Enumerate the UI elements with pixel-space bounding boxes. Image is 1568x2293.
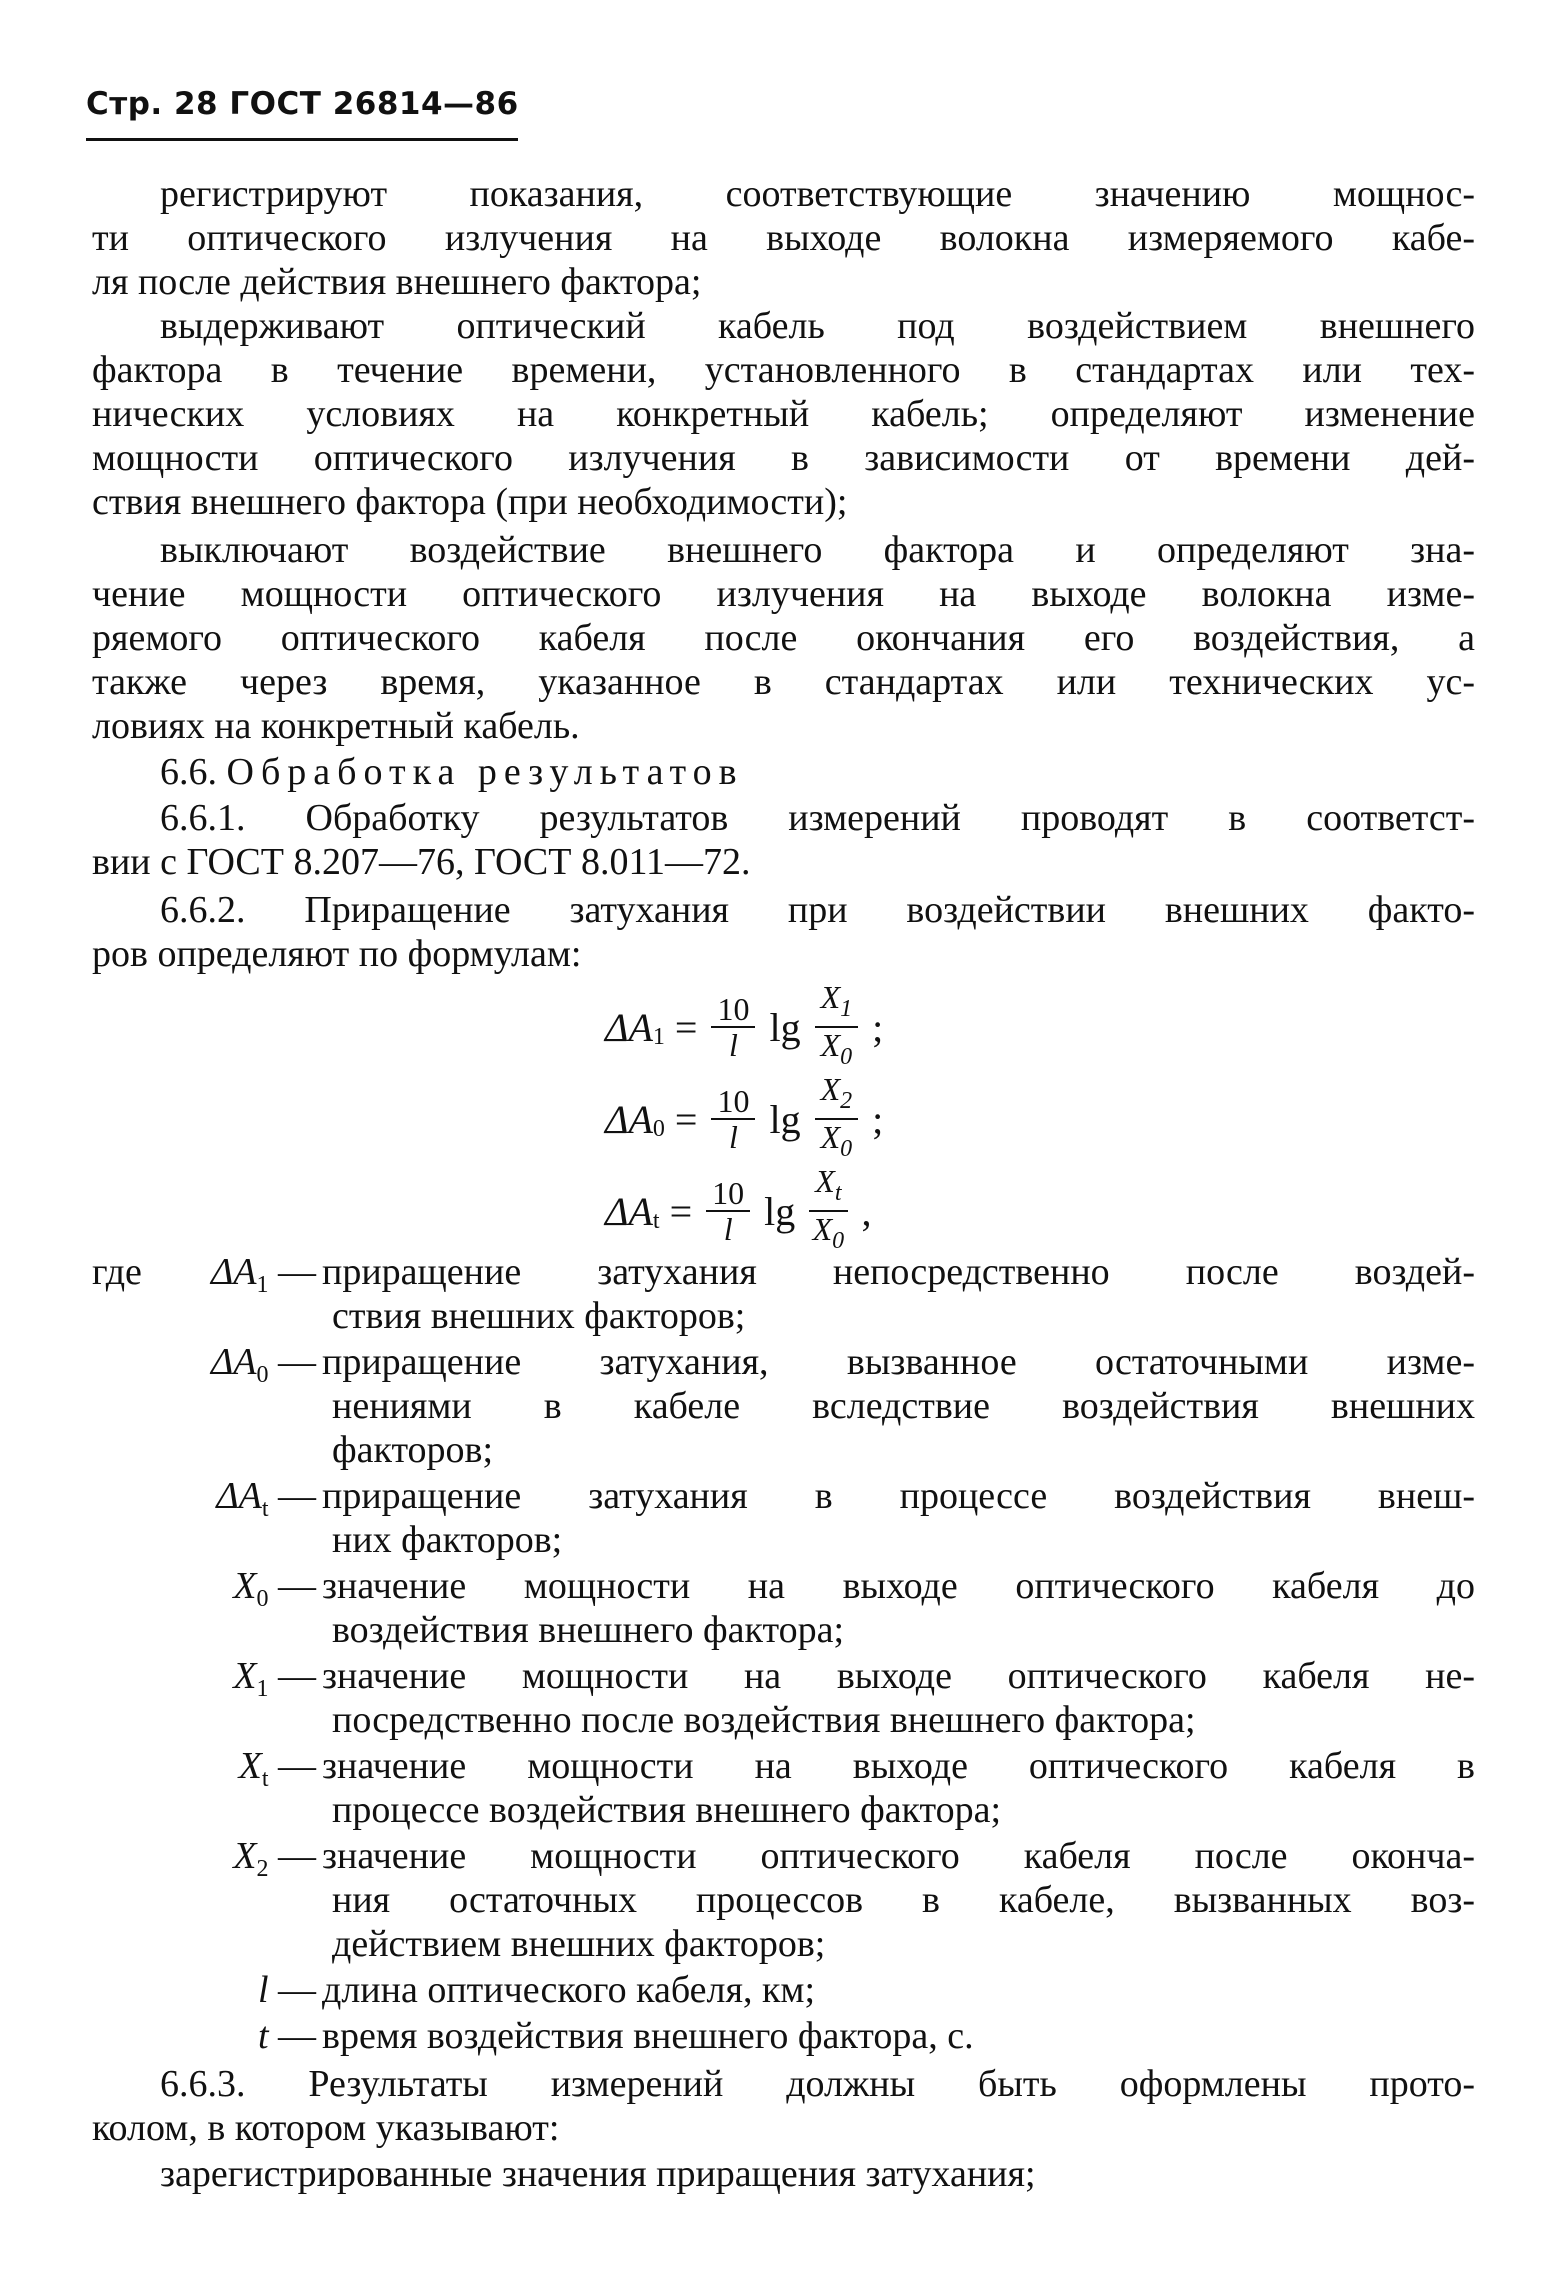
def-symbol: $\Delta A_1$ — (210, 1251, 316, 1298)
text-line: колом, в котором указывают: (92, 2107, 560, 2149)
def-text: факторов; (332, 1429, 494, 1471)
section-title: Обработка результатов (226, 751, 744, 793)
def-symbol: t — (257, 2015, 316, 2057)
def-symbol: $X_2$ — (233, 1835, 316, 1882)
def-symbol: $X_t$ — (238, 1745, 316, 1792)
text-line: зарегистрированные значения приращения затухания; (160, 2153, 1036, 2195)
def-text: значение мощности на выходе оптического кабеля до (322, 1565, 1475, 1607)
def-text: длина оптического кабеля, км; (322, 1969, 816, 2011)
def-text: значение мощности оптического кабеля после оконча- (322, 1835, 1475, 1877)
def-symbol: l — (257, 1969, 316, 2011)
def-text: нениями в кабеле вследствие воздействия внешних (332, 1385, 1475, 1427)
formula-delta-a1: $\Delta A_1$ = $\frac{10}{l}$ lg $\frac{X_1}{X_0}$ ; (605, 979, 884, 1070)
text-line: также через время, указанное в стандартах или технических ус- (92, 661, 1475, 703)
def-text: посредственно после воздействия внешнего фактора; (332, 1699, 1196, 1741)
def-text: воздействия внешнего фактора; (332, 1609, 844, 1651)
def-symbol: $\Delta A_0$ — (210, 1341, 316, 1388)
def-text: приращение затухания непосредственно после воздей- (322, 1251, 1475, 1293)
def-text: процессе воздействия внешнего фактора; (332, 1789, 1002, 1831)
def-text: ния остаточных процессов в кабеле, вызванных воз- (332, 1879, 1475, 1921)
text-line: выключают воздействие внешнего фактора и определяют зна- (160, 529, 1475, 571)
def-text: приращение затухания в процессе воздействия внеш- (322, 1475, 1475, 1517)
def-text: значение мощности на выходе оптического кабеля не- (322, 1655, 1475, 1697)
def-text: действием внешних факторов; (332, 1923, 826, 1965)
header-rule (86, 138, 518, 141)
text-line: фактора в течение времени, установленного в стандартах или тех- (92, 349, 1475, 391)
text-line: регистрируют показания, соответствующие значению мощнос- (160, 173, 1475, 215)
section-number: 6.6. (160, 751, 217, 793)
def-text: приращение затухания, вызванное остаточными изме- (322, 1341, 1475, 1383)
text-line: чение мощности оптического излучения на выходе волокна изме- (92, 573, 1475, 615)
def-text: них факторов; (332, 1519, 563, 1561)
where-word: где (92, 1251, 142, 1293)
text-line: ловиях на конкретный кабель. (92, 705, 580, 747)
text-line: 6.6.3. Результаты измерений должны быть оформлены прото- (160, 2063, 1475, 2105)
text-line: вии с ГОСТ 8.207—76, ГОСТ 8.011—72. (92, 841, 751, 883)
text-line: нических условиях на конкретный кабель; определяют изменение (92, 393, 1475, 435)
section-heading (160, 750, 744, 794)
text-line: 6.6.2. Приращение затухания при воздействии внешних факто- (160, 889, 1475, 931)
def-symbol: $\Delta A_t$ — (216, 1475, 316, 1522)
def-symbol: $X_0$ — (233, 1565, 316, 1612)
text-line: выдерживают оптический кабель под воздействием внешнего (160, 305, 1475, 347)
def-symbol: $X_1$ — (233, 1655, 316, 1702)
formula-delta-a0: $\Delta A_0$ = $\frac{10}{l}$ lg $\frac{X_2}{X_0}$ ; (605, 1071, 884, 1162)
text-line: ряемого оптического кабеля после окончания его воздействия, а (92, 617, 1475, 659)
def-text: время воздействия внешнего фактора, с. (322, 2015, 974, 2057)
formula-delta-at: $\Delta A_t$ = $\frac{10}{l}$ lg $\frac{X_t}{X_0}$ , (605, 1163, 872, 1254)
def-text: ствия внешних факторов; (332, 1295, 746, 1337)
text-line: ствия внешнего фактора (при необходимости); (92, 481, 848, 523)
text-line: мощности оптического излучения в зависимости от времени дей- (92, 437, 1475, 479)
text-line: ля после действия внешнего фактора; (92, 261, 702, 303)
text-line: ров определяют по формулам: (92, 933, 582, 975)
text-line: ти оптического излучения на выходе волокна измеряемого кабе- (92, 217, 1475, 259)
text-line: 6.6.1. Обработку результатов измерений проводят в соответст- (160, 797, 1475, 839)
def-text: значение мощности на выходе оптического кабеля в (322, 1745, 1475, 1787)
page-header: Стр. 28 ГОСТ 26814—86 (86, 86, 519, 122)
